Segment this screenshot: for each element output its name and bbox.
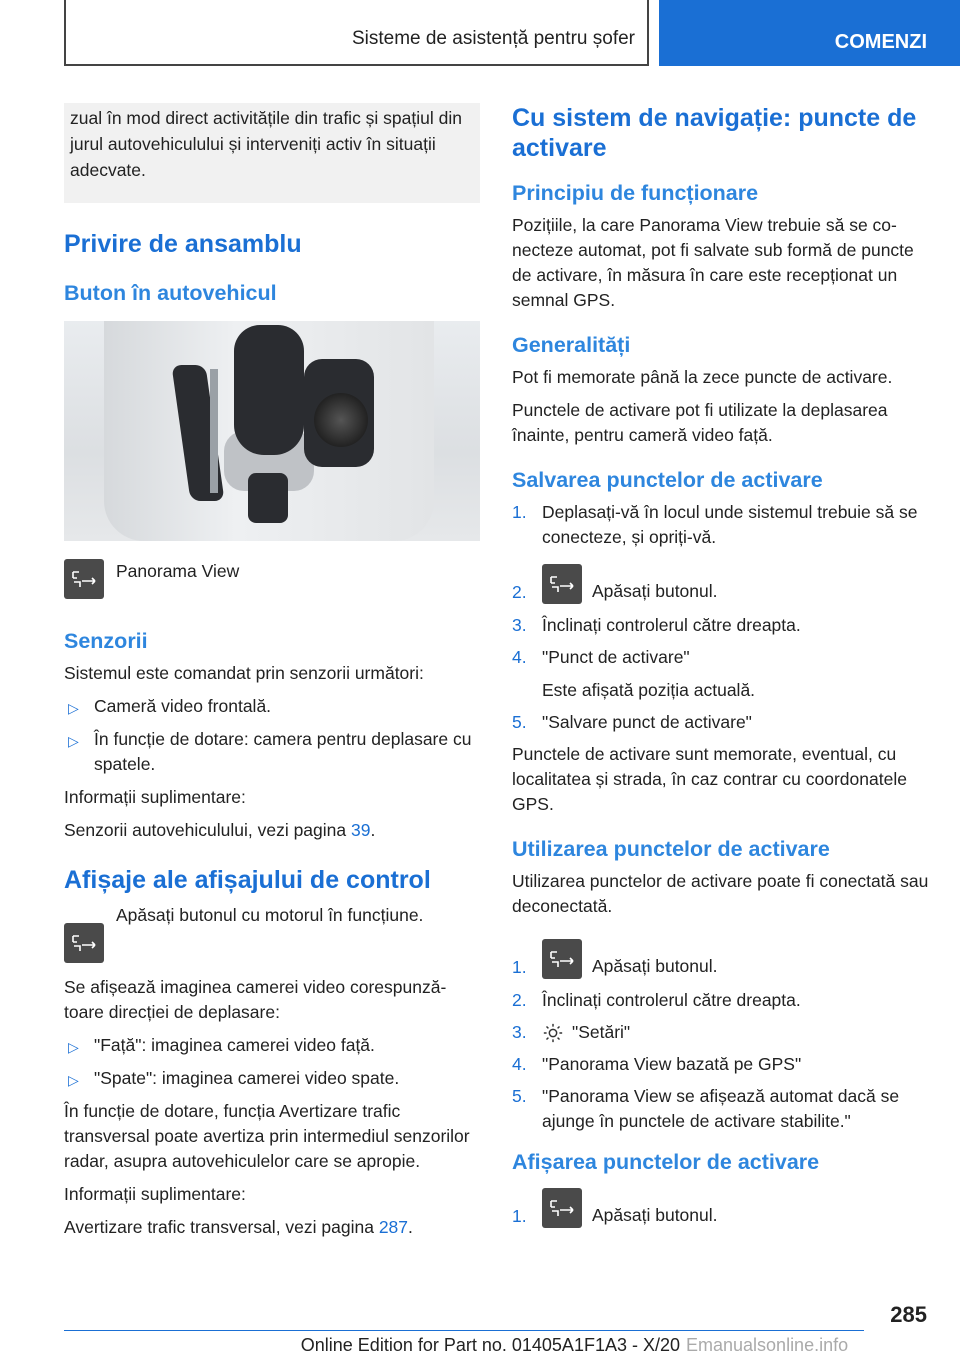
display-icon-row <box>64 903 480 947</box>
info-label: Informații suplimentare: <box>64 787 246 807</box>
footer-edition: Online Edition for Part no. 01405A1F1A3 - X/20 <box>300 1335 680 1355</box>
list-item: 1. Apăsați butonul. <box>512 1188 930 1230</box>
heading-overview: Privire de ansamblu <box>64 230 302 258</box>
use-steps <box>512 939 930 1134</box>
sensors-list <box>64 694 480 777</box>
heading-nav: Cu sistem de navigație: puncte de activare <box>512 104 917 162</box>
page-link-287[interactable]: 287 <box>378 1217 409 1237</box>
triangle-bullet-icon: ▷ <box>68 733 79 749</box>
panorama-view-icon[interactable] <box>64 923 104 963</box>
list-item: 3. Înclinați controlerul către dreapta. <box>512 615 801 635</box>
panorama-view-button-row <box>64 559 480 603</box>
list-item: 5. "Salvare punct de activare" <box>512 712 752 732</box>
list-item: 4. "Panorama View bazată pe GPS" <box>512 1054 802 1074</box>
rcta-text: În funcție de dotare, funcția Avertizare trafic transversal poate avertiza prin intermediul senzorilor radar, asupra autovehiculelor care se apropie. <box>64 1101 470 1171</box>
list-item: 2. Apăsați butonul. <box>512 564 930 606</box>
heading-principle: Principiu de funcționare <box>512 181 759 205</box>
save-after-text: Punctele de activare sunt memorate, eventual, cu localitatea și strada, în caz contrar cu coordonatele GPS. <box>512 744 907 814</box>
list-item: 1. Apăsați butonul. <box>512 939 930 981</box>
save-steps <box>512 500 930 735</box>
show-steps <box>512 1188 930 1230</box>
list-item: ▷ "Spate": imaginea camerei video spate. <box>64 1066 480 1091</box>
display-text: Se afișează imaginea camerei video corespunzătoare direcției de deplasare: <box>64 977 447 1022</box>
console-photo <box>64 321 480 541</box>
heading-use: Utilizarea punctelor de activare <box>512 837 830 861</box>
list-item: 1. Deplasați-vă în locul unde sistemul trebuie să se conecteze, și opriți-vă. <box>512 502 918 547</box>
heading-general: Generalități <box>512 333 631 357</box>
heading-show: Afișarea punctelor de activare <box>512 1150 820 1174</box>
triangle-bullet-icon: ▷ <box>68 1039 79 1055</box>
principle-text: Pozițiile, la care Panorama View trebuie să se conecteze automat, pot fi salvate sub formă de puncte de activare, în măsura în care este recepționat un semnal GPS. <box>512 215 914 310</box>
gear-icon <box>542 1022 564 1044</box>
watermark: Emanualsonline.info <box>686 1335 849 1355</box>
heading-sensors: Senzorii <box>64 629 148 653</box>
header-title: Sisteme de asistență pentru șofer <box>351 28 635 49</box>
list-item: 5. "Panorama View se afișează automat dacă se ajunge în punctele de activare stabilite." <box>512 1086 900 1131</box>
tab-comenzi[interactable]: COMENZI <box>659 0 960 66</box>
panorama-view-icon[interactable] <box>542 1188 582 1228</box>
left-column <box>64 103 480 1248</box>
use-text: Utilizarea punctelor de activare poate fi conectată sau deconectată. <box>512 871 929 916</box>
general-text-2: Punctele de activare pot fi utilizate la deplasarea înainte, pentru cameră video față. <box>512 400 888 445</box>
header-frame <box>64 0 649 66</box>
general-text-1: Pot fi memorate până la zece puncte de activare. <box>512 367 893 387</box>
triangle-bullet-icon: ▷ <box>68 700 79 716</box>
sensors-text: Sistemul este comandat prin senzorii următori: <box>64 663 424 683</box>
intro-box <box>64 103 480 203</box>
page-number: 285 <box>890 1302 927 1327</box>
heading-button: Buton în autovehicul <box>64 281 277 305</box>
list-item: ▷ Cameră video frontală. <box>64 694 480 719</box>
heading-save: Salvarea punctelor de activare <box>512 468 823 492</box>
display-list <box>64 1033 480 1091</box>
page-link-39[interactable]: 39 <box>350 820 371 840</box>
footer-divider <box>64 1330 864 1331</box>
triangle-bullet-icon: ▷ <box>68 1072 79 1088</box>
sensors-ref: Senzorii autovehiculului, vezi pagina 39. <box>64 820 376 840</box>
intro-text: zual în mod direct activitățile din trafic și spațiul din jurul autovehiculului și interveniți activ în situații adecvate. <box>70 108 462 180</box>
list-item: ▷ "Față": imaginea camerei video față. <box>64 1033 480 1058</box>
right-column <box>512 103 930 1237</box>
step-sub-text: Este afișată poziția actuală. <box>542 680 756 700</box>
list-item: ▷ În funcție de dotare: camera pentru deplasare cu spatele. <box>68 729 472 774</box>
rcta-ref: Avertizare trafic transversal, vezi pagina 287. <box>64 1217 413 1237</box>
panorama-view-icon[interactable] <box>542 564 582 604</box>
info-label: Informații suplimentare: <box>64 1184 246 1204</box>
list-item: 4. "Punct de activare" Este afișată poziția actuală. <box>512 645 930 703</box>
panorama-view-caption: Panorama View <box>116 561 240 581</box>
display-icon-text: Apăsați butonul cu motorul în funcțiune. <box>116 905 424 925</box>
panorama-view-icon[interactable] <box>64 559 104 599</box>
list-item: 2. Înclinați controlerul către dreapta. <box>512 990 801 1010</box>
heading-display: Afișaje ale afișajului de control <box>64 866 431 894</box>
panorama-view-icon[interactable] <box>542 939 582 979</box>
list-item: 3. "Setări" <box>512 1020 930 1045</box>
